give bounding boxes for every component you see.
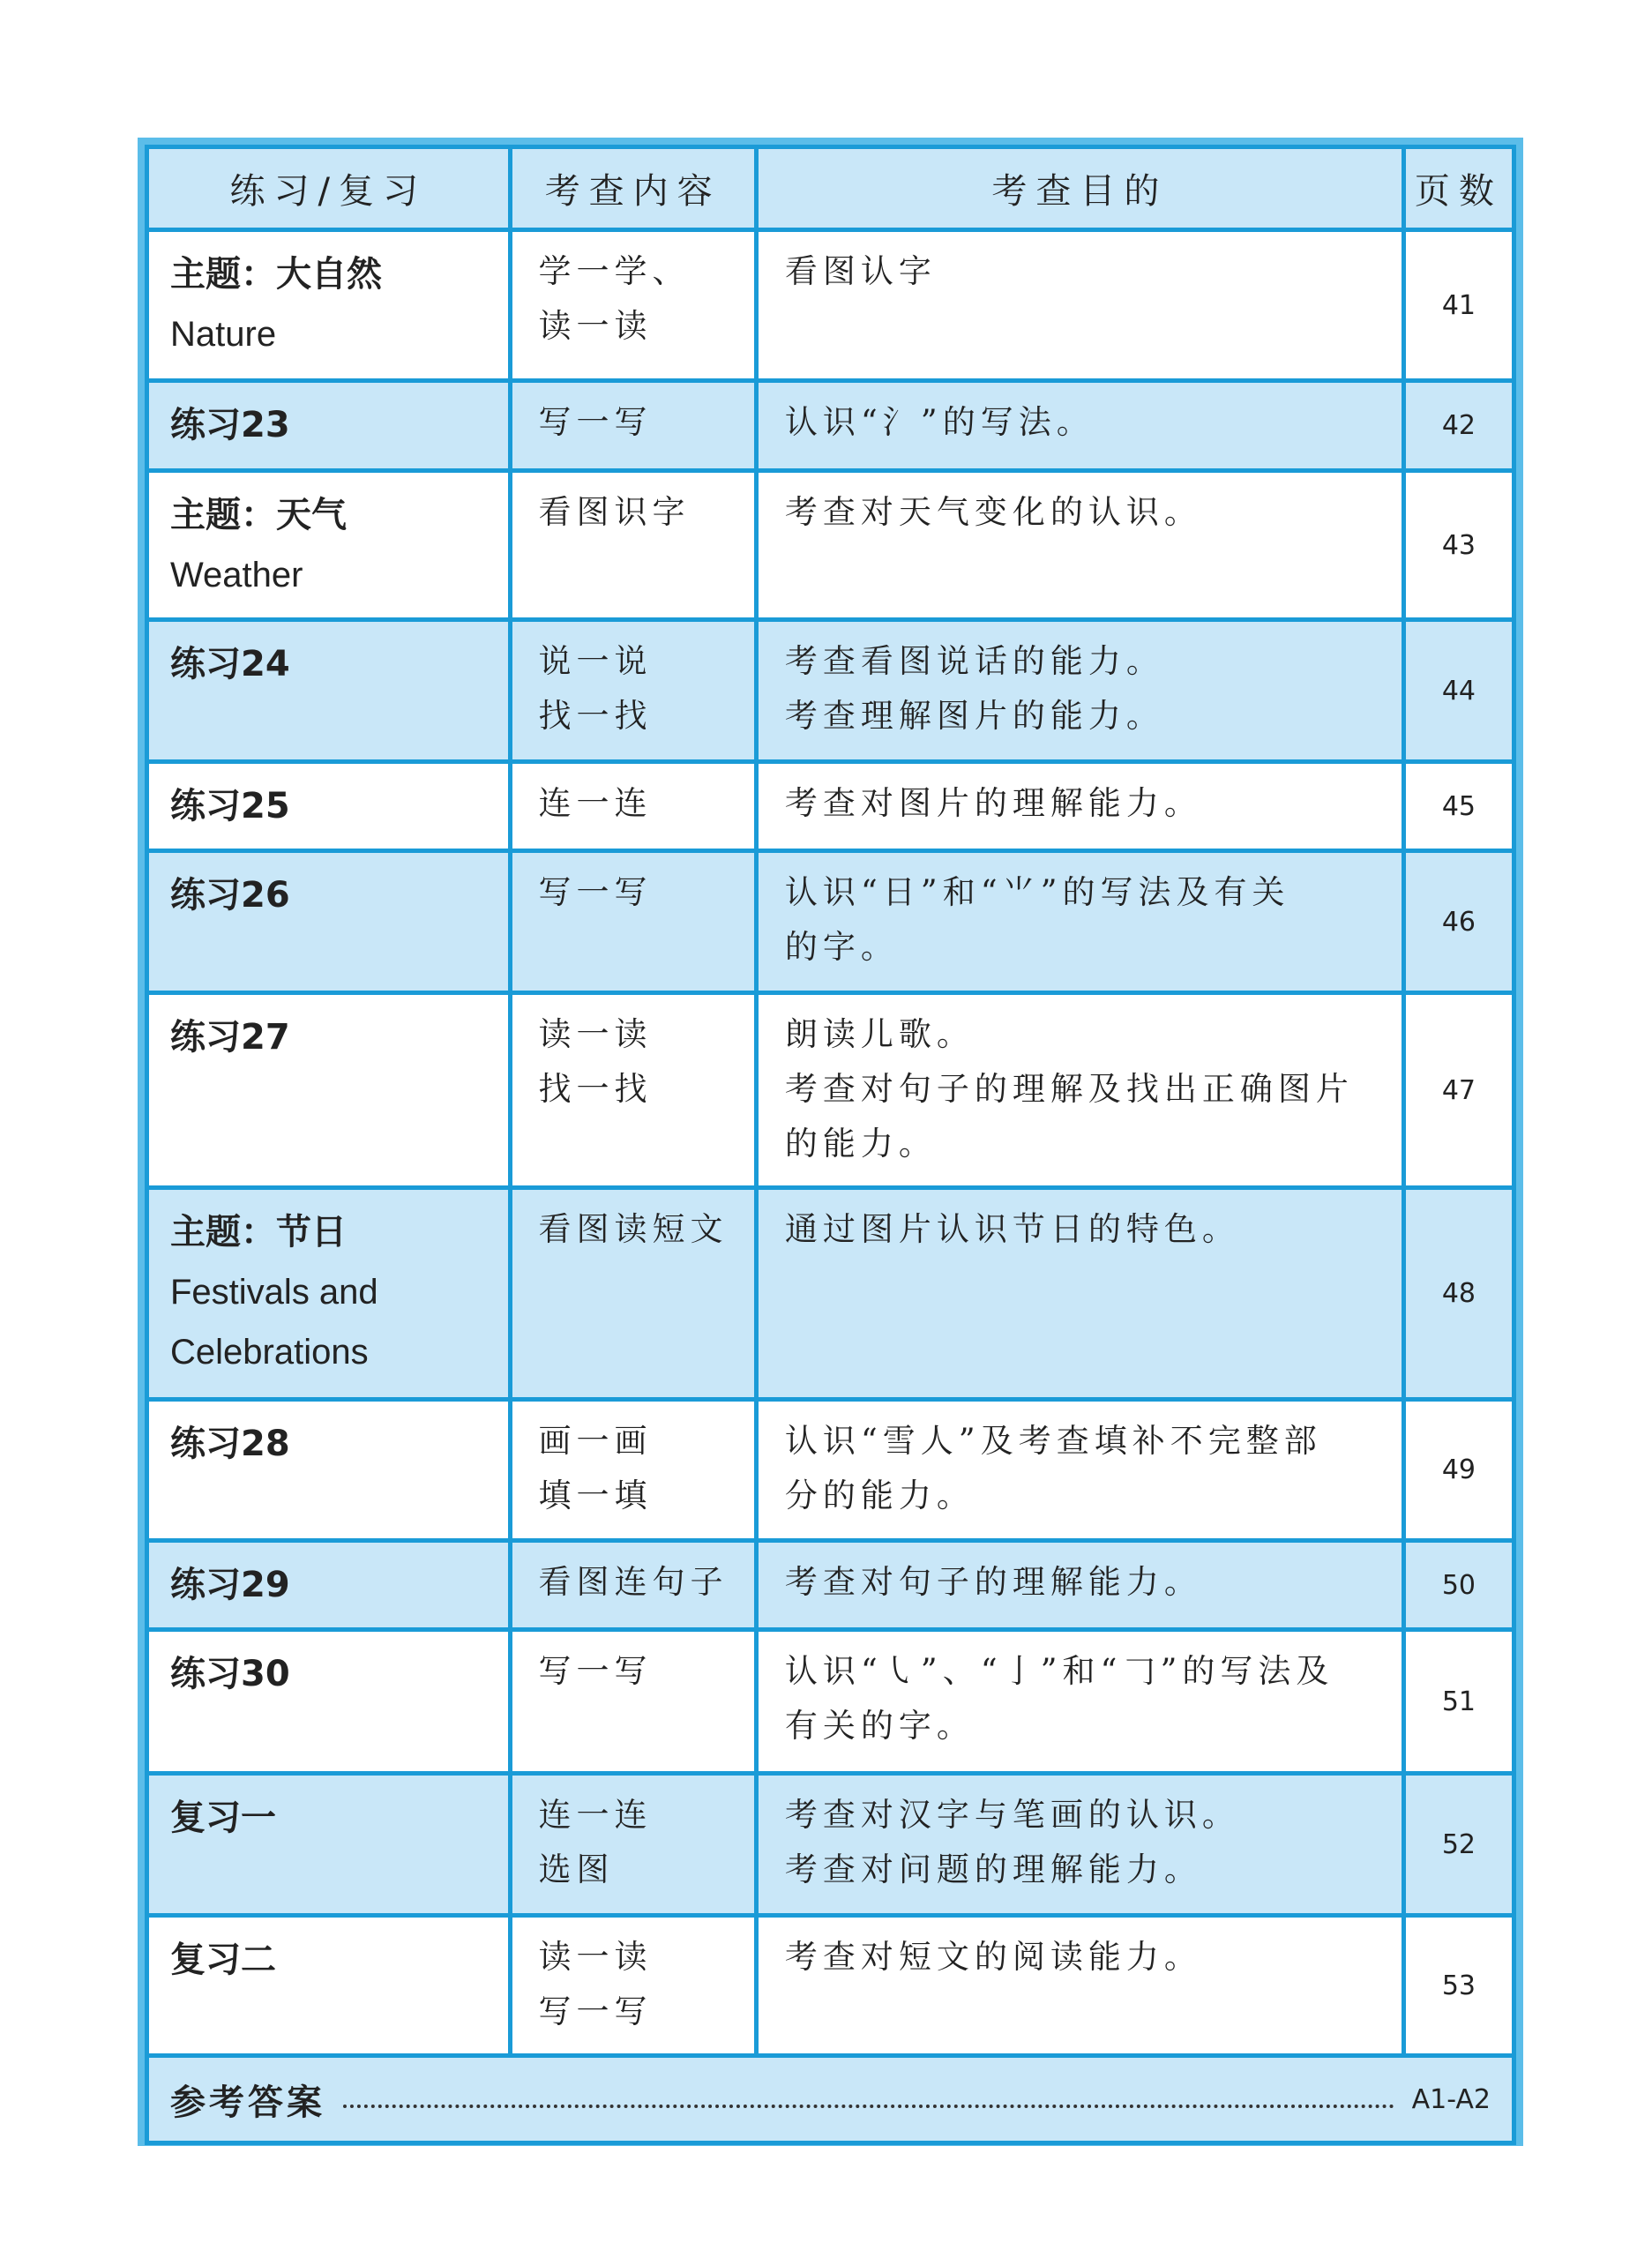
content-line: 连一连 [538, 1796, 653, 1834]
purpose-cell [756, 762, 1403, 851]
purpose-cell [756, 1188, 1403, 1400]
content-line: 找一找 [538, 1070, 653, 1108]
content-line: 看图连句子 [538, 1563, 729, 1601]
content-line: 读一读 [538, 1015, 653, 1053]
table-row [147, 1400, 1514, 1541]
content-line: 写一写 [538, 1652, 653, 1690]
exercise-cell [147, 381, 511, 471]
content-cell [510, 762, 756, 851]
content-cell [510, 1916, 756, 2056]
answer-key-page: A1-A2 [1411, 2083, 1491, 2115]
exercise-cell [147, 762, 511, 851]
purpose-line: 考查对图片的理解能力。 [784, 784, 1202, 822]
exercise-title: 练习26 [170, 875, 290, 916]
table-row [147, 1916, 1514, 2056]
header-page: 页数 [1403, 147, 1514, 230]
exercise-cell [147, 1541, 511, 1630]
purpose-cell [756, 1630, 1403, 1774]
exercise-subtitle: Weather [170, 556, 303, 594]
exercise-subtitle: Festivals and Celebrations [170, 1273, 378, 1372]
content-cell [510, 1541, 756, 1630]
purpose-line: 有关的字。 [784, 1707, 975, 1745]
content-cell [510, 620, 756, 762]
purpose-line: 的字。 [784, 928, 899, 966]
exercise-cell [147, 1916, 511, 2056]
content-line: 画一画 [538, 1422, 653, 1460]
purpose-line: 认识“日”和“⺌”的写法及有关 [784, 873, 1290, 911]
content-line: 写一写 [538, 403, 653, 441]
purpose-line: 考查对句子的理解能力。 [784, 1563, 1202, 1601]
table-row [147, 620, 1514, 762]
page-number: 49 [1403, 1400, 1514, 1541]
exercise-cell [147, 230, 511, 381]
exercise-cell [147, 993, 511, 1188]
page-number: 45 [1403, 762, 1514, 851]
content-line: 读一读 [538, 307, 653, 345]
exercise-title: 练习29 [170, 1565, 290, 1605]
content-line: 写一写 [538, 1993, 653, 2030]
content-cell [510, 230, 756, 381]
table-row [147, 851, 1514, 993]
exercise-cell [147, 471, 511, 620]
purpose-cell [756, 620, 1403, 762]
purpose-line: 认识“雪人”及考查填补不完整部 [784, 1422, 1322, 1460]
exercise-title: 主题：天气 [170, 495, 347, 535]
header-content: 考查内容 [510, 147, 756, 230]
content-line: 看图识字 [538, 493, 691, 531]
content-line: 看图读短文 [538, 1210, 729, 1248]
exercise-title: 主题：大自然 [170, 254, 382, 295]
answer-key-label: 参考答案 [170, 2082, 325, 2123]
purpose-cell [756, 1916, 1403, 2056]
answer-key-row [147, 2056, 1514, 2143]
exercise-cell [147, 1630, 511, 1774]
purpose-line: 考查对句子的理解及找出正确图片 [784, 1070, 1354, 1108]
purpose-cell [756, 993, 1403, 1188]
purpose-line: 通过图片认识节日的特色。 [784, 1210, 1240, 1248]
content-cell [510, 381, 756, 471]
page-number: 44 [1403, 620, 1514, 762]
table-row [147, 471, 1514, 620]
page-number: 50 [1403, 1541, 1514, 1630]
page-number: 46 [1403, 851, 1514, 993]
exercise-title: 主题：节日 [170, 1212, 347, 1252]
purpose-line: 考查理解图片的能力。 [784, 697, 1164, 735]
page-number: 51 [1403, 1630, 1514, 1774]
purpose-line: 考查对短文的阅读能力。 [784, 1938, 1202, 1976]
exercise-title: 练习28 [170, 1424, 290, 1464]
header-purpose: 考查目的 [756, 147, 1403, 230]
header-row [147, 147, 1514, 230]
content-line: 找一找 [538, 697, 653, 735]
exercise-subtitle: Nature [170, 315, 277, 354]
content-cell [510, 1400, 756, 1541]
page-number: 48 [1403, 1188, 1514, 1400]
content-line: 写一写 [538, 873, 653, 911]
exercise-cell [147, 851, 511, 993]
header-exercise: 练习/复习 [147, 147, 511, 230]
table-row [147, 381, 1514, 471]
purpose-cell [756, 381, 1403, 471]
table-row [147, 993, 1514, 1188]
contents-table [145, 145, 1516, 2145]
page-number: 41 [1403, 230, 1514, 381]
content-line: 学一学、 [538, 252, 691, 290]
content-cell [510, 471, 756, 620]
purpose-cell [756, 851, 1403, 993]
purpose-line: 认识“㇂”、“亅”和“𠃌”的写法及 [784, 1652, 1334, 1690]
exercise-title: 练习27 [170, 1017, 290, 1058]
purpose-line: 朗读儿歌。 [784, 1015, 975, 1053]
exercise-cell [147, 1400, 511, 1541]
purpose-cell [756, 471, 1403, 620]
purpose-line: 考查对问题的理解能力。 [784, 1851, 1202, 1888]
page-number: 42 [1403, 381, 1514, 471]
exercise-title: 复习一 [170, 1798, 276, 1838]
exercise-cell [147, 1774, 511, 1916]
exercise-title: 复习二 [170, 1940, 276, 1980]
dot-leader [343, 2105, 1394, 2108]
page-number: 47 [1403, 993, 1514, 1188]
exercise-cell [147, 1188, 511, 1400]
content-line: 说一说 [538, 642, 653, 680]
content-cell [510, 851, 756, 993]
contents-table-frame [138, 138, 1523, 2146]
purpose-cell [756, 1541, 1403, 1630]
page-number: 43 [1403, 471, 1514, 620]
table-row [147, 230, 1514, 381]
exercise-cell [147, 620, 511, 762]
purpose-line: 考查对天气变化的认识。 [784, 493, 1202, 531]
table-row [147, 1774, 1514, 1916]
table-row [147, 1541, 1514, 1630]
content-line: 填一填 [538, 1477, 653, 1514]
content-cell [510, 1774, 756, 1916]
purpose-cell [756, 230, 1403, 381]
page-number: 52 [1403, 1774, 1514, 1916]
table-row [147, 1630, 1514, 1774]
content-cell [510, 1188, 756, 1400]
exercise-title: 练习23 [170, 405, 290, 445]
exercise-title: 练习30 [170, 1654, 290, 1694]
purpose-line: 看图认字 [784, 252, 937, 290]
purpose-cell [756, 1400, 1403, 1541]
table-row [147, 1188, 1514, 1400]
exercise-title: 练习24 [170, 644, 290, 684]
table-row [147, 762, 1514, 851]
content-line: 选图 [538, 1851, 615, 1888]
content-cell [510, 993, 756, 1188]
content-line: 连一连 [538, 784, 653, 822]
page-number: 53 [1403, 1916, 1514, 2056]
content-cell [510, 1630, 756, 1774]
purpose-line: 分的能力。 [784, 1477, 975, 1514]
content-line: 读一读 [538, 1938, 653, 1976]
purpose-line: 考查对汉字与笔画的认识。 [784, 1796, 1240, 1834]
purpose-line: 认识“氵”的写法。 [784, 403, 1095, 441]
purpose-line: 的能力。 [784, 1125, 937, 1163]
purpose-line: 考查看图说话的能力。 [784, 642, 1164, 680]
exercise-title: 练习25 [170, 786, 290, 826]
purpose-cell [756, 1774, 1403, 1916]
